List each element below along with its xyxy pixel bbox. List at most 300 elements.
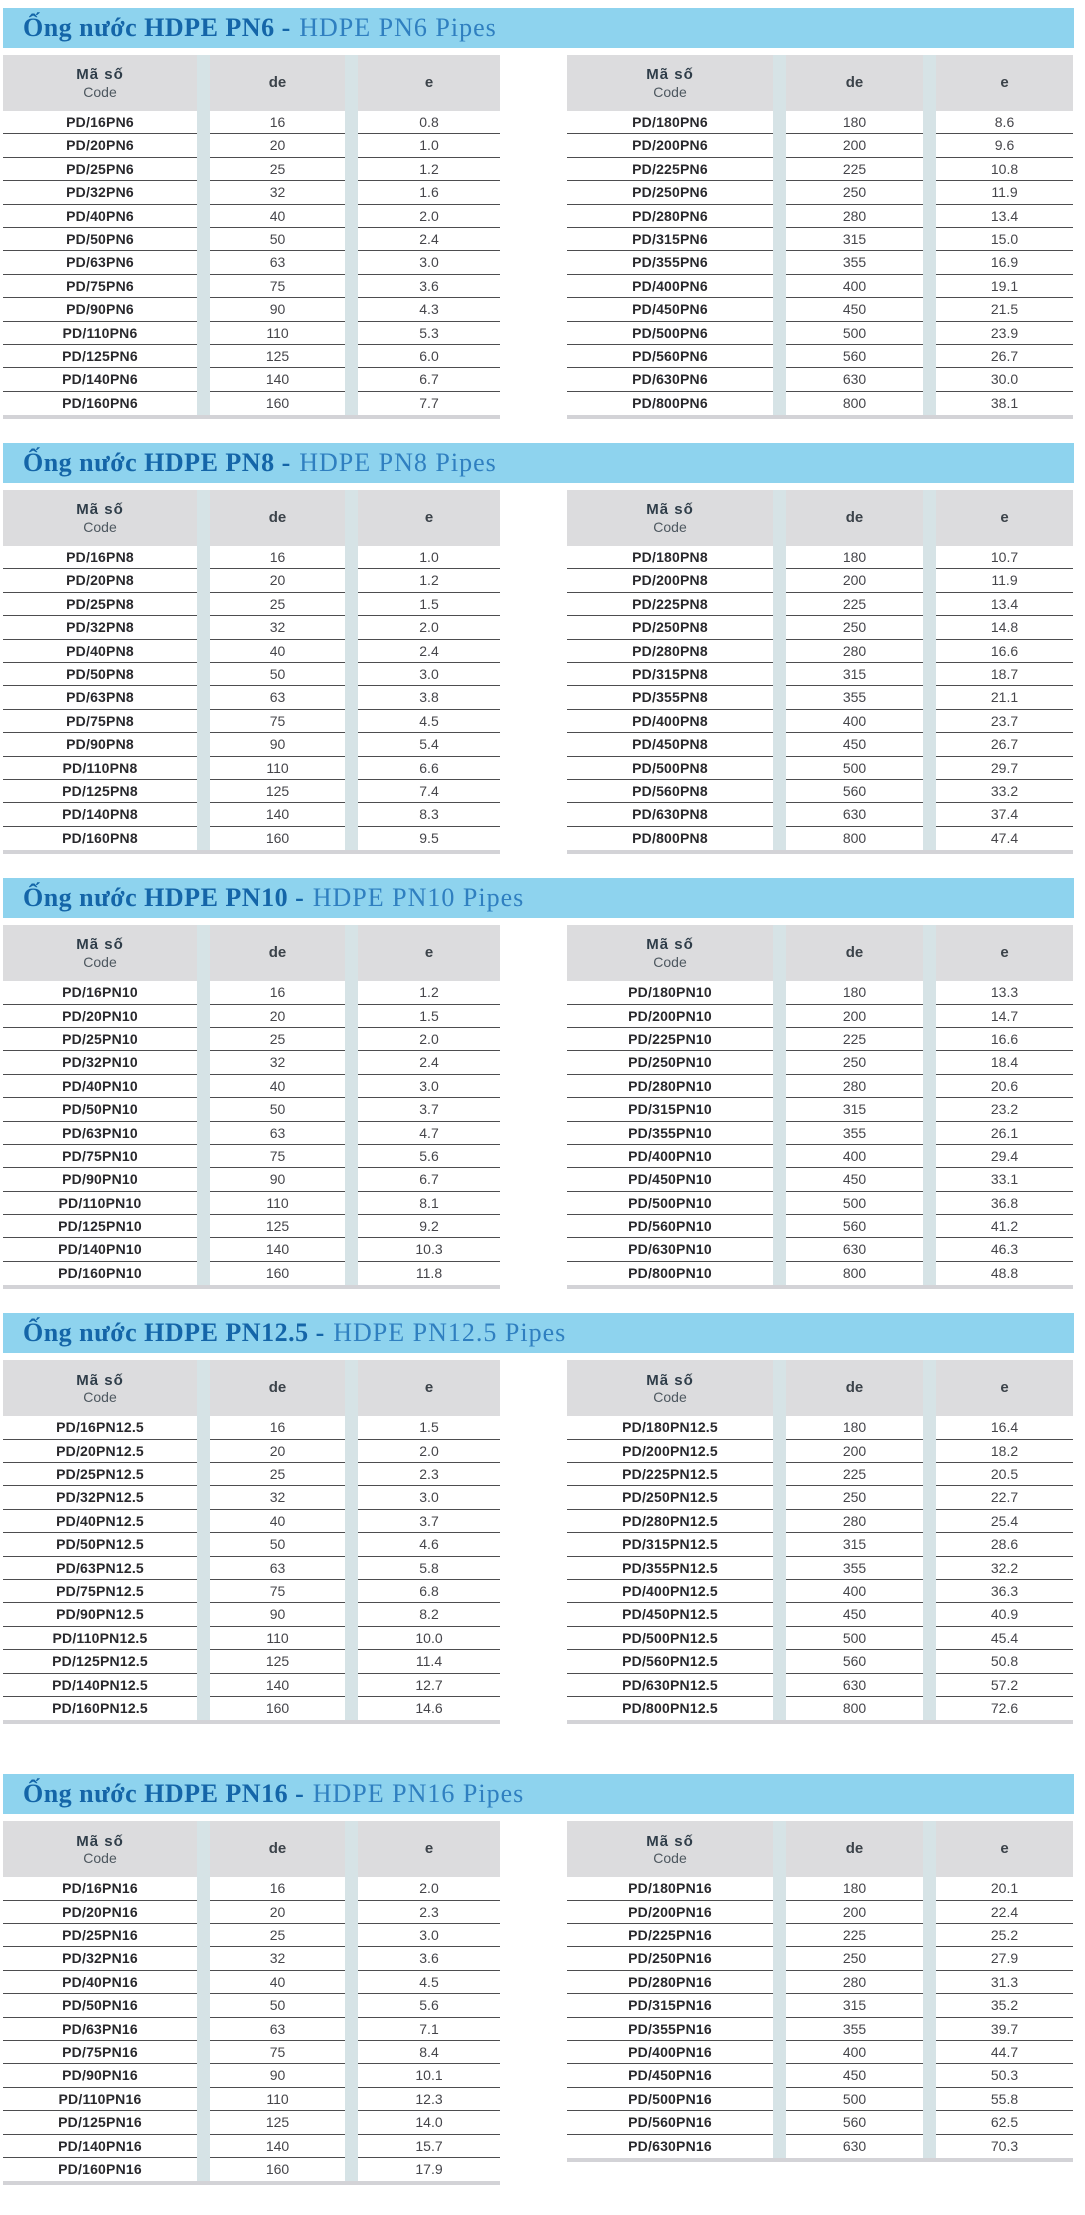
pipe-de-value: 280 <box>786 205 923 228</box>
pipe-de-value: 400 <box>786 1145 923 1168</box>
column-separator <box>773 780 786 803</box>
column-separator <box>345 925 358 981</box>
pipe-code: PD/560PN12.5 <box>567 1650 773 1673</box>
pipe-e-value: 22.4 <box>936 1901 1073 1924</box>
pipe-e-value: 10.0 <box>358 1627 500 1650</box>
column-separator <box>197 251 210 274</box>
pipe-e-value: 3.0 <box>358 1075 500 1098</box>
pipe-de-value: 500 <box>786 757 923 780</box>
pipe-de-value: 110 <box>210 1192 345 1215</box>
pipe-e-value: 57.2 <box>936 1674 1073 1697</box>
pipe-e-value: 3.6 <box>358 1947 500 1970</box>
column-separator <box>923 569 936 592</box>
pipe-code: PD/16PN16 <box>3 1877 197 1900</box>
pipe-code: PD/355PN10 <box>567 1122 773 1145</box>
column-separator <box>345 981 358 1004</box>
column-separator <box>345 686 358 709</box>
pipe-de-value: 25 <box>210 1463 345 1486</box>
column-separator <box>345 2135 358 2158</box>
column-separator <box>923 1168 936 1191</box>
column-header-de: de <box>786 55 923 111</box>
pipe-e-value: 3.0 <box>358 1924 500 1947</box>
pipe-code: PD/180PN6 <box>567 111 773 134</box>
column-separator <box>345 1486 358 1509</box>
column-separator <box>197 111 210 134</box>
pipe-e-value: 15.7 <box>358 2135 500 2158</box>
column-separator <box>773 1051 786 1074</box>
column-header-code <box>3 1360 197 1416</box>
column-separator <box>197 1192 210 1215</box>
column-separator <box>345 1821 358 1877</box>
pipe-de-value: 125 <box>210 345 345 368</box>
pipe-de-value: 355 <box>786 251 923 274</box>
column-separator <box>923 803 936 826</box>
section-title-band-pn10 <box>3 878 1074 918</box>
pipe-code: PD/40PN8 <box>3 640 197 663</box>
column-header-code <box>567 1821 773 1877</box>
pipe-e-value: 2.4 <box>358 640 500 663</box>
column-separator <box>773 1463 786 1486</box>
column-header-de: de <box>210 1821 345 1877</box>
column-separator <box>345 593 358 616</box>
column-separator <box>773 111 786 134</box>
pipe-de-value: 75 <box>210 1580 345 1603</box>
column-separator <box>773 1994 786 2017</box>
pipe-code: PD/180PN16 <box>567 1877 773 1900</box>
column-separator <box>773 1971 786 1994</box>
pipe-e-value: 1.5 <box>358 593 500 616</box>
column-separator <box>197 134 210 157</box>
pipe-de-value: 450 <box>786 733 923 756</box>
pipe-de-value: 50 <box>210 1994 345 2017</box>
column-separator <box>197 616 210 639</box>
column-header-e: e <box>358 55 500 111</box>
pipe-de-value: 90 <box>210 2064 345 2087</box>
pipe-code: PD/90PN6 <box>3 298 197 321</box>
column-separator <box>773 1168 786 1191</box>
column-separator <box>345 322 358 345</box>
pipe-e-value: 55.8 <box>936 2088 1073 2111</box>
column-separator <box>923 1440 936 1463</box>
column-separator <box>773 1580 786 1603</box>
pipe-de-value: 160 <box>265 1264 290 1281</box>
column-separator <box>197 1122 210 1145</box>
pipe-code: PD/225PN12.5 <box>567 1463 773 1486</box>
column-separator <box>197 2135 210 2158</box>
pipe-e-value: 9.5 <box>419 829 439 846</box>
pipe-e-value: 12.7 <box>358 1674 500 1697</box>
pipe-e-value: 8.2 <box>358 1603 500 1626</box>
pipe-de-value: 110 <box>210 322 345 345</box>
column-separator <box>773 710 786 733</box>
pipe-code: PD/630PN16 <box>628 2137 712 2154</box>
column-separator <box>197 1627 210 1650</box>
pipe-e-value: 70.3 <box>990 2137 1019 2154</box>
column-separator <box>773 1098 786 1121</box>
column-separator <box>345 1924 358 1947</box>
column-separator <box>197 1238 210 1261</box>
column-separator <box>345 1168 358 1191</box>
pipe-table-right <box>567 925 1073 1289</box>
pipe-de-value: 25 <box>210 593 345 616</box>
column-separator <box>345 1463 358 1486</box>
column-separator <box>923 1192 936 1215</box>
column-separator <box>923 298 936 321</box>
pipe-de-value: 200 <box>786 1005 923 1028</box>
pipe-de-value: 630 <box>786 1238 923 1261</box>
column-separator <box>345 569 358 592</box>
column-separator <box>773 981 786 1004</box>
pipe-e-value: 6.7 <box>358 368 500 391</box>
pipe-code: PD/50PN6 <box>3 228 197 251</box>
column-separator <box>923 1098 936 1121</box>
pipe-code: PD/32PN12.5 <box>3 1486 197 1509</box>
pipe-code: PD/250PN16 <box>567 1947 773 1970</box>
pipe-code: PD/400PN8 <box>567 710 773 733</box>
pipe-e-value: 3.7 <box>358 1098 500 1121</box>
pipe-de-value: 400 <box>786 1580 923 1603</box>
column-separator <box>345 1650 358 1673</box>
column-separator <box>923 1877 936 1900</box>
pipe-de-value: 800 <box>842 1264 867 1281</box>
pipe-de-value: 315 <box>786 228 923 251</box>
pipe-e-value: 50.3 <box>936 2064 1073 2087</box>
pipe-code: PD/110PN8 <box>3 757 197 780</box>
column-separator <box>773 55 786 111</box>
pipe-e-value: 7.7 <box>419 394 439 411</box>
column-separator <box>197 1215 210 1238</box>
column-separator <box>345 2111 358 2134</box>
column-separator <box>773 392 786 415</box>
column-separator <box>773 1028 786 1051</box>
column-separator <box>197 710 210 733</box>
column-separator <box>773 322 786 345</box>
pipe-de-value: 63 <box>210 1557 345 1580</box>
column-header-code <box>567 490 773 546</box>
pipe-code: PD/110PN12.5 <box>3 1627 197 1650</box>
pipe-de-value: 20 <box>210 1901 345 1924</box>
pipe-e-value: 45.4 <box>936 1627 1073 1650</box>
column-separator <box>923 757 936 780</box>
column-separator <box>923 275 936 298</box>
column-separator <box>197 803 210 826</box>
pipe-de-value: 75 <box>210 1145 345 1168</box>
pipe-code: PD/280PN8 <box>567 640 773 663</box>
column-header-de: de <box>210 55 345 111</box>
pipe-e-value: 6.0 <box>358 345 500 368</box>
column-separator <box>773 1924 786 1947</box>
pipe-e-value: 5.4 <box>358 733 500 756</box>
pipe-code: PD/560PN10 <box>567 1215 773 1238</box>
column-separator <box>345 134 358 157</box>
pipe-de-value: 280 <box>786 640 923 663</box>
pipe-e-value: 9.2 <box>358 1215 500 1238</box>
column-separator <box>197 1697 210 1720</box>
pipe-code: PD/50PN12.5 <box>3 1533 197 1556</box>
pipe-de-value: 140 <box>210 803 345 826</box>
column-separator <box>923 1580 936 1603</box>
pipe-code: PD/20PN8 <box>3 569 197 592</box>
column-separator <box>923 1028 936 1051</box>
column-separator <box>345 733 358 756</box>
pipe-e-value: 36.3 <box>936 1580 1073 1603</box>
pipe-de-value: 16 <box>210 1416 345 1439</box>
pipe-e-value: 2.0 <box>358 1877 500 1900</box>
pipe-code: PD/160PN16 <box>58 2161 142 2177</box>
pipe-code: PD/50PN10 <box>3 1098 197 1121</box>
pipe-e-value: 2.4 <box>358 1051 500 1074</box>
pipe-de-value: 200 <box>786 569 923 592</box>
pipe-de-value: 32 <box>210 1947 345 1970</box>
column-separator <box>773 1192 786 1215</box>
pipe-code: PD/32PN10 <box>3 1051 197 1074</box>
column-header-e: e <box>936 1360 1073 1416</box>
pipe-code: PD/630PN10 <box>567 1238 773 1261</box>
column-separator <box>773 1145 786 1168</box>
pipe-de-value: 90 <box>210 1168 345 1191</box>
column-separator <box>923 181 936 204</box>
column-separator <box>773 616 786 639</box>
pipe-de-value: 125 <box>210 1650 345 1673</box>
pipe-e-value: 35.2 <box>936 1994 1073 2017</box>
pipe-de-value: 250 <box>786 1947 923 1970</box>
pipe-code: PD/400PN10 <box>567 1145 773 1168</box>
pipe-code: PD/20PN6 <box>3 134 197 157</box>
column-separator <box>197 228 210 251</box>
pipe-code: PD/125PN6 <box>3 345 197 368</box>
section-title-english: HDPE PN12.5 Pipes <box>333 1318 567 1348</box>
pipe-de-value: 500 <box>786 1627 923 1650</box>
column-header-code-vn: Mã số <box>646 1371 694 1389</box>
column-header-code-vn: Mã số <box>76 1832 124 1850</box>
pipe-code: PD/450PN16 <box>567 2064 773 2087</box>
pipe-code: PD/225PN8 <box>567 593 773 616</box>
pipe-e-value: 25.2 <box>936 1924 1073 1947</box>
column-separator <box>197 298 210 321</box>
column-header-code-en: Code <box>83 518 117 535</box>
pipe-code: PD/500PN8 <box>567 757 773 780</box>
section-title-band-pn8 <box>3 443 1074 483</box>
column-separator <box>773 490 786 546</box>
column-separator <box>197 827 210 850</box>
pipe-de-value: 160 <box>265 1699 290 1716</box>
pipe-e-value: 32.2 <box>936 1557 1073 1580</box>
column-separator <box>773 345 786 368</box>
pipe-e-value: 5.3 <box>358 322 500 345</box>
pipe-de-value: 63 <box>210 686 345 709</box>
section-title-vietnamese: Ống nước HDPE PN8 <box>23 448 275 478</box>
pipe-code: PD/50PN16 <box>3 1994 197 2017</box>
column-separator <box>345 1580 358 1603</box>
column-separator <box>773 757 786 780</box>
column-separator <box>923 1416 936 1439</box>
pipe-e-value: 12.3 <box>358 2088 500 2111</box>
column-separator <box>923 1901 936 1924</box>
column-header-code <box>3 1821 197 1877</box>
column-separator <box>773 1510 786 1533</box>
pipe-de-value: 160 <box>265 394 290 411</box>
pipe-table-right <box>567 490 1073 854</box>
column-separator <box>345 1098 358 1121</box>
pipe-de-value: 180 <box>786 981 923 1004</box>
pipe-de-value: 16 <box>210 111 345 134</box>
pipe-e-value: 22.7 <box>936 1486 1073 1509</box>
column-header-code-vn: Mã số <box>646 501 694 519</box>
pipe-e-value: 25.4 <box>936 1510 1073 1533</box>
pipe-e-value: 38.1 <box>990 394 1019 411</box>
pipe-e-value: 14.7 <box>936 1005 1073 1028</box>
pipe-code: PD/200PN12.5 <box>567 1440 773 1463</box>
column-separator <box>773 228 786 251</box>
column-separator <box>197 1510 210 1533</box>
pipe-de-value: 200 <box>786 1440 923 1463</box>
pipe-code: PD/75PN8 <box>3 710 197 733</box>
pipe-code: PD/90PN16 <box>3 2064 197 2087</box>
pipe-de-value: 25 <box>210 158 345 181</box>
pipe-table-left <box>3 1360 500 1724</box>
pipe-de-value: 90 <box>210 298 345 321</box>
column-separator <box>923 593 936 616</box>
pipe-code: PD/400PN16 <box>567 2041 773 2064</box>
tables-row <box>3 490 1085 854</box>
column-separator <box>345 1145 358 1168</box>
pipe-code: PD/20PN16 <box>3 1901 197 1924</box>
pipe-code: PD/315PN16 <box>567 1994 773 2017</box>
pipe-code: PD/315PN10 <box>567 1098 773 1121</box>
pipe-e-value: 8.1 <box>358 1192 500 1215</box>
pipe-code: PD/125PN16 <box>3 2111 197 2134</box>
column-separator <box>923 158 936 181</box>
section-title-english: HDPE PN8 Pipes <box>299 448 497 478</box>
column-separator <box>197 1533 210 1556</box>
column-header-e: e <box>358 925 500 981</box>
pipe-de-value: 140 <box>210 2135 345 2158</box>
pipe-e-value: 18.2 <box>936 1440 1073 1463</box>
pipe-de-value: 500 <box>786 1192 923 1215</box>
pipe-de-value: 20 <box>210 569 345 592</box>
column-separator <box>923 2111 936 2134</box>
column-header-code-vn: Mã số <box>646 1832 694 1850</box>
pipe-table-right <box>567 1360 1073 1724</box>
pipe-code: PD/500PN16 <box>567 2088 773 2111</box>
column-separator <box>345 1947 358 1970</box>
pipe-de-value: 315 <box>786 663 923 686</box>
column-separator <box>197 368 210 391</box>
pipe-code: PD/500PN12.5 <box>567 1627 773 1650</box>
column-separator <box>197 275 210 298</box>
column-separator <box>923 780 936 803</box>
pipe-de-value: 125 <box>210 1215 345 1238</box>
column-header-code <box>567 1360 773 1416</box>
column-separator <box>773 1533 786 1556</box>
column-separator <box>923 1510 936 1533</box>
column-separator <box>345 1697 358 1720</box>
pipe-code: PD/110PN16 <box>3 2088 197 2111</box>
column-separator <box>197 2041 210 2064</box>
column-separator <box>345 710 358 733</box>
pipe-code: PD/630PN8 <box>567 803 773 826</box>
column-separator <box>197 981 210 1004</box>
column-separator <box>345 1557 358 1580</box>
pipe-e-value: 10.1 <box>358 2064 500 2087</box>
pipe-code: PD/140PN16 <box>3 2135 197 2158</box>
pipe-e-value: 2.3 <box>358 1901 500 1924</box>
section-title-vietnamese: Ống nước HDPE PN16 <box>23 1779 289 1809</box>
pipe-de-value: 32 <box>210 181 345 204</box>
title-separator: - <box>295 1779 304 1809</box>
column-separator <box>923 1486 936 1509</box>
pipe-de-value: 250 <box>786 616 923 639</box>
pipe-de-value: 50 <box>210 663 345 686</box>
column-separator <box>773 1697 786 1720</box>
pipe-code: PD/450PN12.5 <box>567 1603 773 1626</box>
column-separator <box>773 925 786 981</box>
pipe-code: PD/560PN16 <box>567 2111 773 2134</box>
column-separator <box>923 1650 936 1673</box>
column-separator <box>197 1971 210 1994</box>
column-separator <box>923 322 936 345</box>
pipe-code: PD/250PN6 <box>567 181 773 204</box>
pipe-de-value: 25 <box>210 1924 345 1947</box>
column-header-code <box>3 490 197 546</box>
pipe-de-value: 75 <box>210 710 345 733</box>
pipe-e-value: 4.7 <box>358 1122 500 1145</box>
column-separator <box>773 1603 786 1626</box>
column-separator <box>773 2088 786 2111</box>
pipe-de-value: 450 <box>786 1603 923 1626</box>
column-separator <box>923 546 936 569</box>
pipe-code: PD/355PN16 <box>567 2018 773 2041</box>
pipe-code: PD/400PN12.5 <box>567 1580 773 1603</box>
pipe-de-value: 180 <box>786 1877 923 1900</box>
pipe-e-value: 1.0 <box>358 546 500 569</box>
pipe-de-value: 16 <box>210 1877 345 1900</box>
pipe-de-value: 75 <box>210 2041 345 2064</box>
pipe-de-value: 200 <box>786 134 923 157</box>
column-separator <box>923 1533 936 1556</box>
pipe-e-value: 5.6 <box>358 1994 500 2017</box>
column-header-de: de <box>786 1360 923 1416</box>
pipe-e-value: 11.4 <box>358 1650 500 1673</box>
pipe-de-value: 800 <box>842 829 867 846</box>
column-header-code-vn: Mã số <box>76 66 124 84</box>
column-separator <box>345 1603 358 1626</box>
pipe-table-left <box>3 925 500 1289</box>
title-separator: - <box>281 448 291 478</box>
pipe-code: PD/250PN8 <box>567 616 773 639</box>
pipe-e-value: 37.4 <box>936 803 1073 826</box>
column-separator <box>345 640 358 663</box>
column-separator <box>345 1262 358 1285</box>
column-separator <box>345 368 358 391</box>
column-header-code-en: Code <box>653 953 687 970</box>
pipe-e-value: 1.0 <box>358 134 500 157</box>
pipe-code: PD/40PN6 <box>3 205 197 228</box>
pipe-de-value: 25 <box>210 1028 345 1051</box>
pipe-code: PD/200PN16 <box>567 1901 773 1924</box>
column-separator <box>345 2041 358 2064</box>
pipe-de-value: 32 <box>210 1486 345 1509</box>
column-separator <box>197 1674 210 1697</box>
pipe-e-value: 15.0 <box>936 228 1073 251</box>
pipe-code: PD/225PN6 <box>567 158 773 181</box>
column-separator <box>345 181 358 204</box>
pipe-code: PD/160PN6 <box>62 394 138 411</box>
pipe-e-value: 36.8 <box>936 1192 1073 1215</box>
pipe-e-value: 62.5 <box>936 2111 1073 2134</box>
pipe-code: PD/280PN10 <box>567 1075 773 1098</box>
column-separator <box>345 1215 358 1238</box>
